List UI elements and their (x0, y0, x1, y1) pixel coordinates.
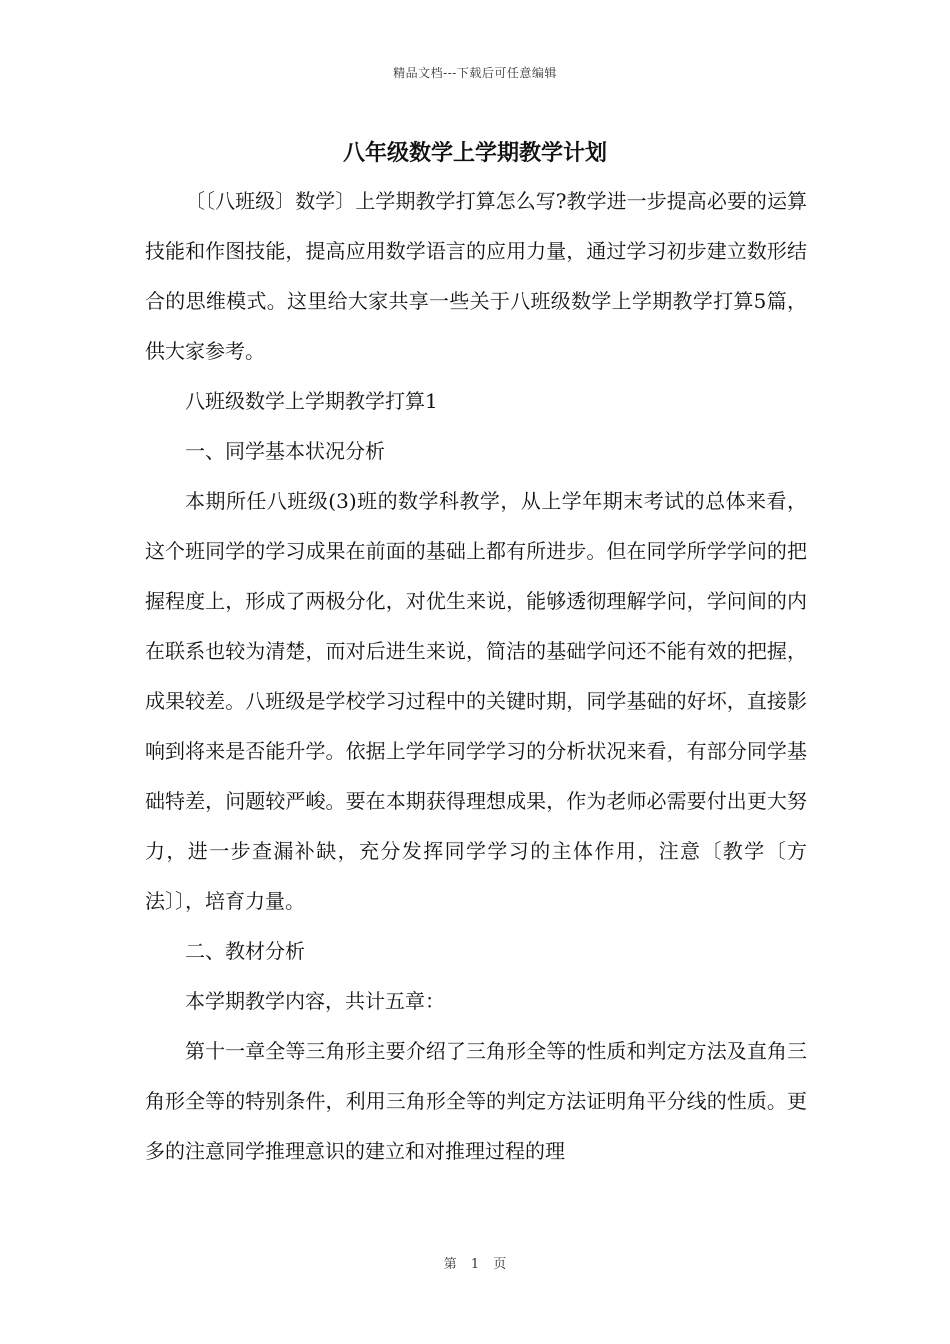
footer-page-number: 1 (470, 1257, 480, 1272)
intro-paragraph: 〔〔八班级〕数学〕上学期教学打算怎么写?教学进一步提高必要的运算技能和作图技能，提高应用数学语言的应用力量，通过学习初步建立数形结合的思维模式。这里给大家共享一些关于八班级数学上学期教学打算5篇，供大家参考。 (145, 189, 807, 363)
chapter-eleven-paragraph: 第十一章全等三角形主要介绍了三角形全等的性质和判定方法及直角三角形全等的特别条件，利用三角形全等的判定方法证明角平分线的性质。更多的注意同学推理意识的建立和对推理过程的理 (145, 1039, 807, 1163)
footer-suffix: 页 (493, 1257, 507, 1272)
document-body (145, 176, 807, 1176)
section-heading-student-analysis: 一、同学基本状况分析 (185, 439, 385, 463)
page-footer (0, 1253, 950, 1272)
document-title: 八年级数学上学期教学计划 (342, 140, 607, 166)
student-analysis-paragraph: 本期所任八班级(3)班的数学科教学，从上学年期末考试的总体来看，这个班同学的学习成果在前面的基础上都有所进步。但在同学所学学问的把握程度上，形成了两极分化，对优生来说，能够透彻理解学问，学问间的内在联系也较为清楚，而对后进生来说，简洁的基础学问还不能有效的把握，成果较差。八班级是学校学习过程中的关键时期，同学基础的好坏，直接影响到将来是否能升学。依据上学年同学学习的分析状况来看，有部分同学基础特差，问题较严峻。要在本期获得理想成果，作为老师必需要付出更大努力，进一步查漏补缺，充分发挥同学学习的主体作用，注意〔教学〔方法〕〕，培育力量。 (145, 489, 807, 913)
page-header: 精品文档---下载后可任意编辑 (393, 66, 557, 80)
plan-heading: 八班级数学上学期教学打算1 (185, 389, 438, 413)
textbook-intro-paragraph: 本学期教学内容，共计五章： (185, 989, 445, 1013)
footer-prefix: 第 (443, 1257, 457, 1272)
section-heading-textbook-analysis: 二、教材分析 (185, 939, 305, 963)
